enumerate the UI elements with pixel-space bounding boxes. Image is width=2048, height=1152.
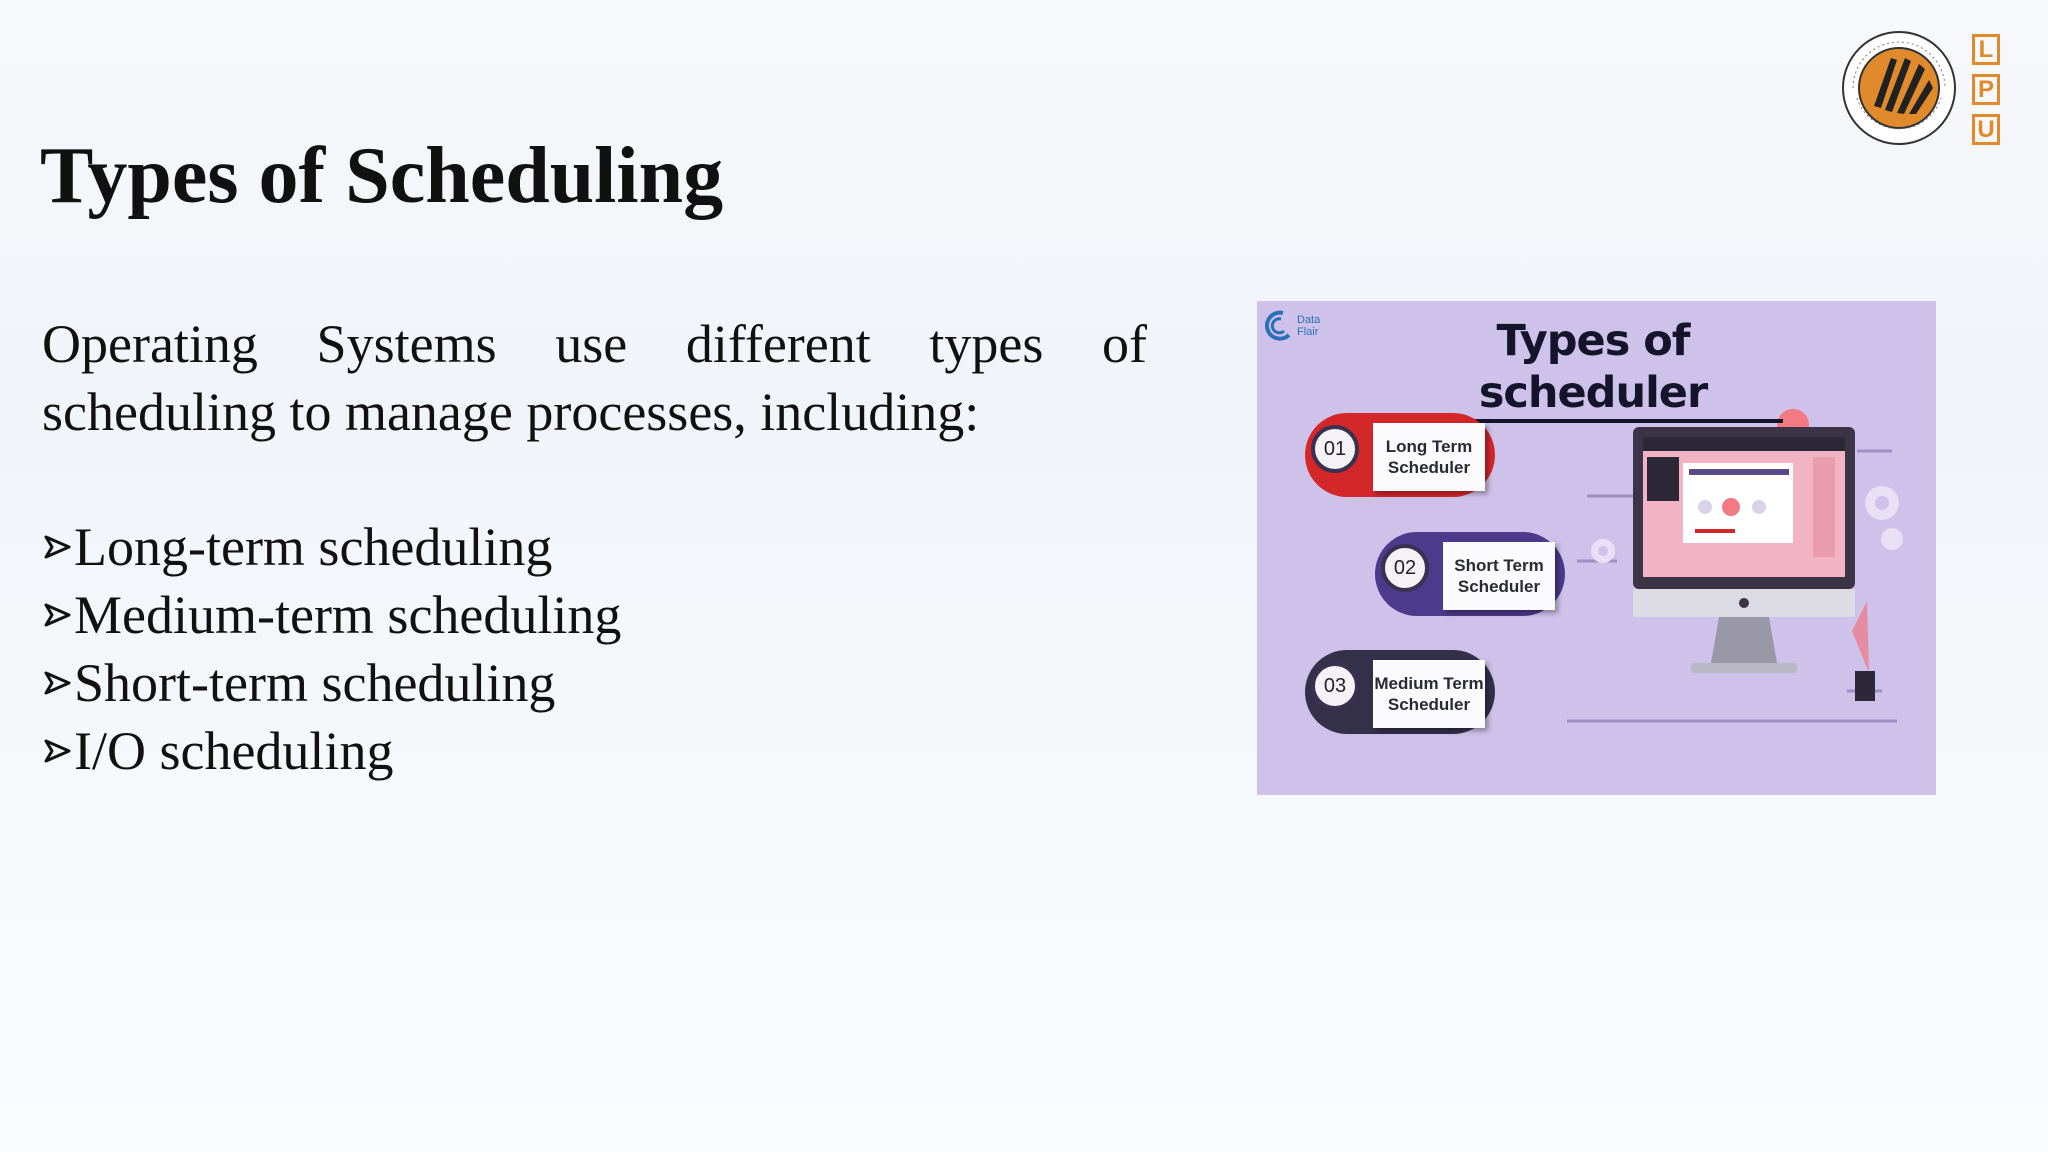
bullet-long-term (42, 513, 621, 581)
picture-title: Types of scheduler (1403, 315, 1783, 423)
bullet-text: Medium-term scheduling (74, 585, 622, 645)
arrowhead-bullet-icon (42, 736, 72, 766)
bullet-text: Long-term scheduling (74, 517, 553, 577)
bullet-list (42, 513, 621, 785)
scheduler-types-picture (1257, 301, 1936, 795)
arrowhead-bullet-icon (42, 600, 72, 630)
logo-letter-u: U (1972, 114, 2000, 145)
scheduler-number: 01 (1311, 425, 1359, 473)
scheduler-card-01 (1305, 413, 1495, 497)
scheduler-number: 02 (1381, 544, 1429, 592)
bullet-text: I/O scheduling (74, 721, 394, 781)
arrowhead-bullet-icon (42, 668, 72, 698)
slide-title: Types of Scheduling (40, 132, 724, 220)
university-seal-icon (1839, 28, 1959, 148)
scheduler-label: Medium Term Scheduler (1373, 660, 1485, 728)
scheduler-card-02 (1375, 532, 1565, 616)
lpu-logo (1833, 24, 2015, 150)
intro-paragraph: Operating Systems use different types of scheduling to manage processes, including: (42, 314, 1147, 442)
dataflair-brand-text: Data Flair (1297, 314, 1321, 338)
logo-letter-l: L (1972, 34, 2000, 65)
computer-monitor-icon (1633, 427, 1883, 707)
scheduler-label: Short Term Scheduler (1443, 542, 1555, 610)
bullet-io (42, 717, 621, 785)
bullet-short-term (42, 649, 621, 717)
arrowhead-bullet-icon (42, 532, 72, 562)
dataflair-logo-icon (1265, 309, 1295, 343)
scheduler-number: 03 (1311, 662, 1359, 710)
logo-letter-p: P (1972, 74, 2000, 105)
bullet-text: Short-term scheduling (74, 653, 556, 713)
bullet-medium-term (42, 581, 621, 649)
scheduler-card-03 (1305, 650, 1495, 734)
scheduler-label: Long Term Scheduler (1373, 423, 1485, 491)
logo-letters (1972, 34, 2006, 154)
dataflair-brand (1265, 309, 1337, 343)
